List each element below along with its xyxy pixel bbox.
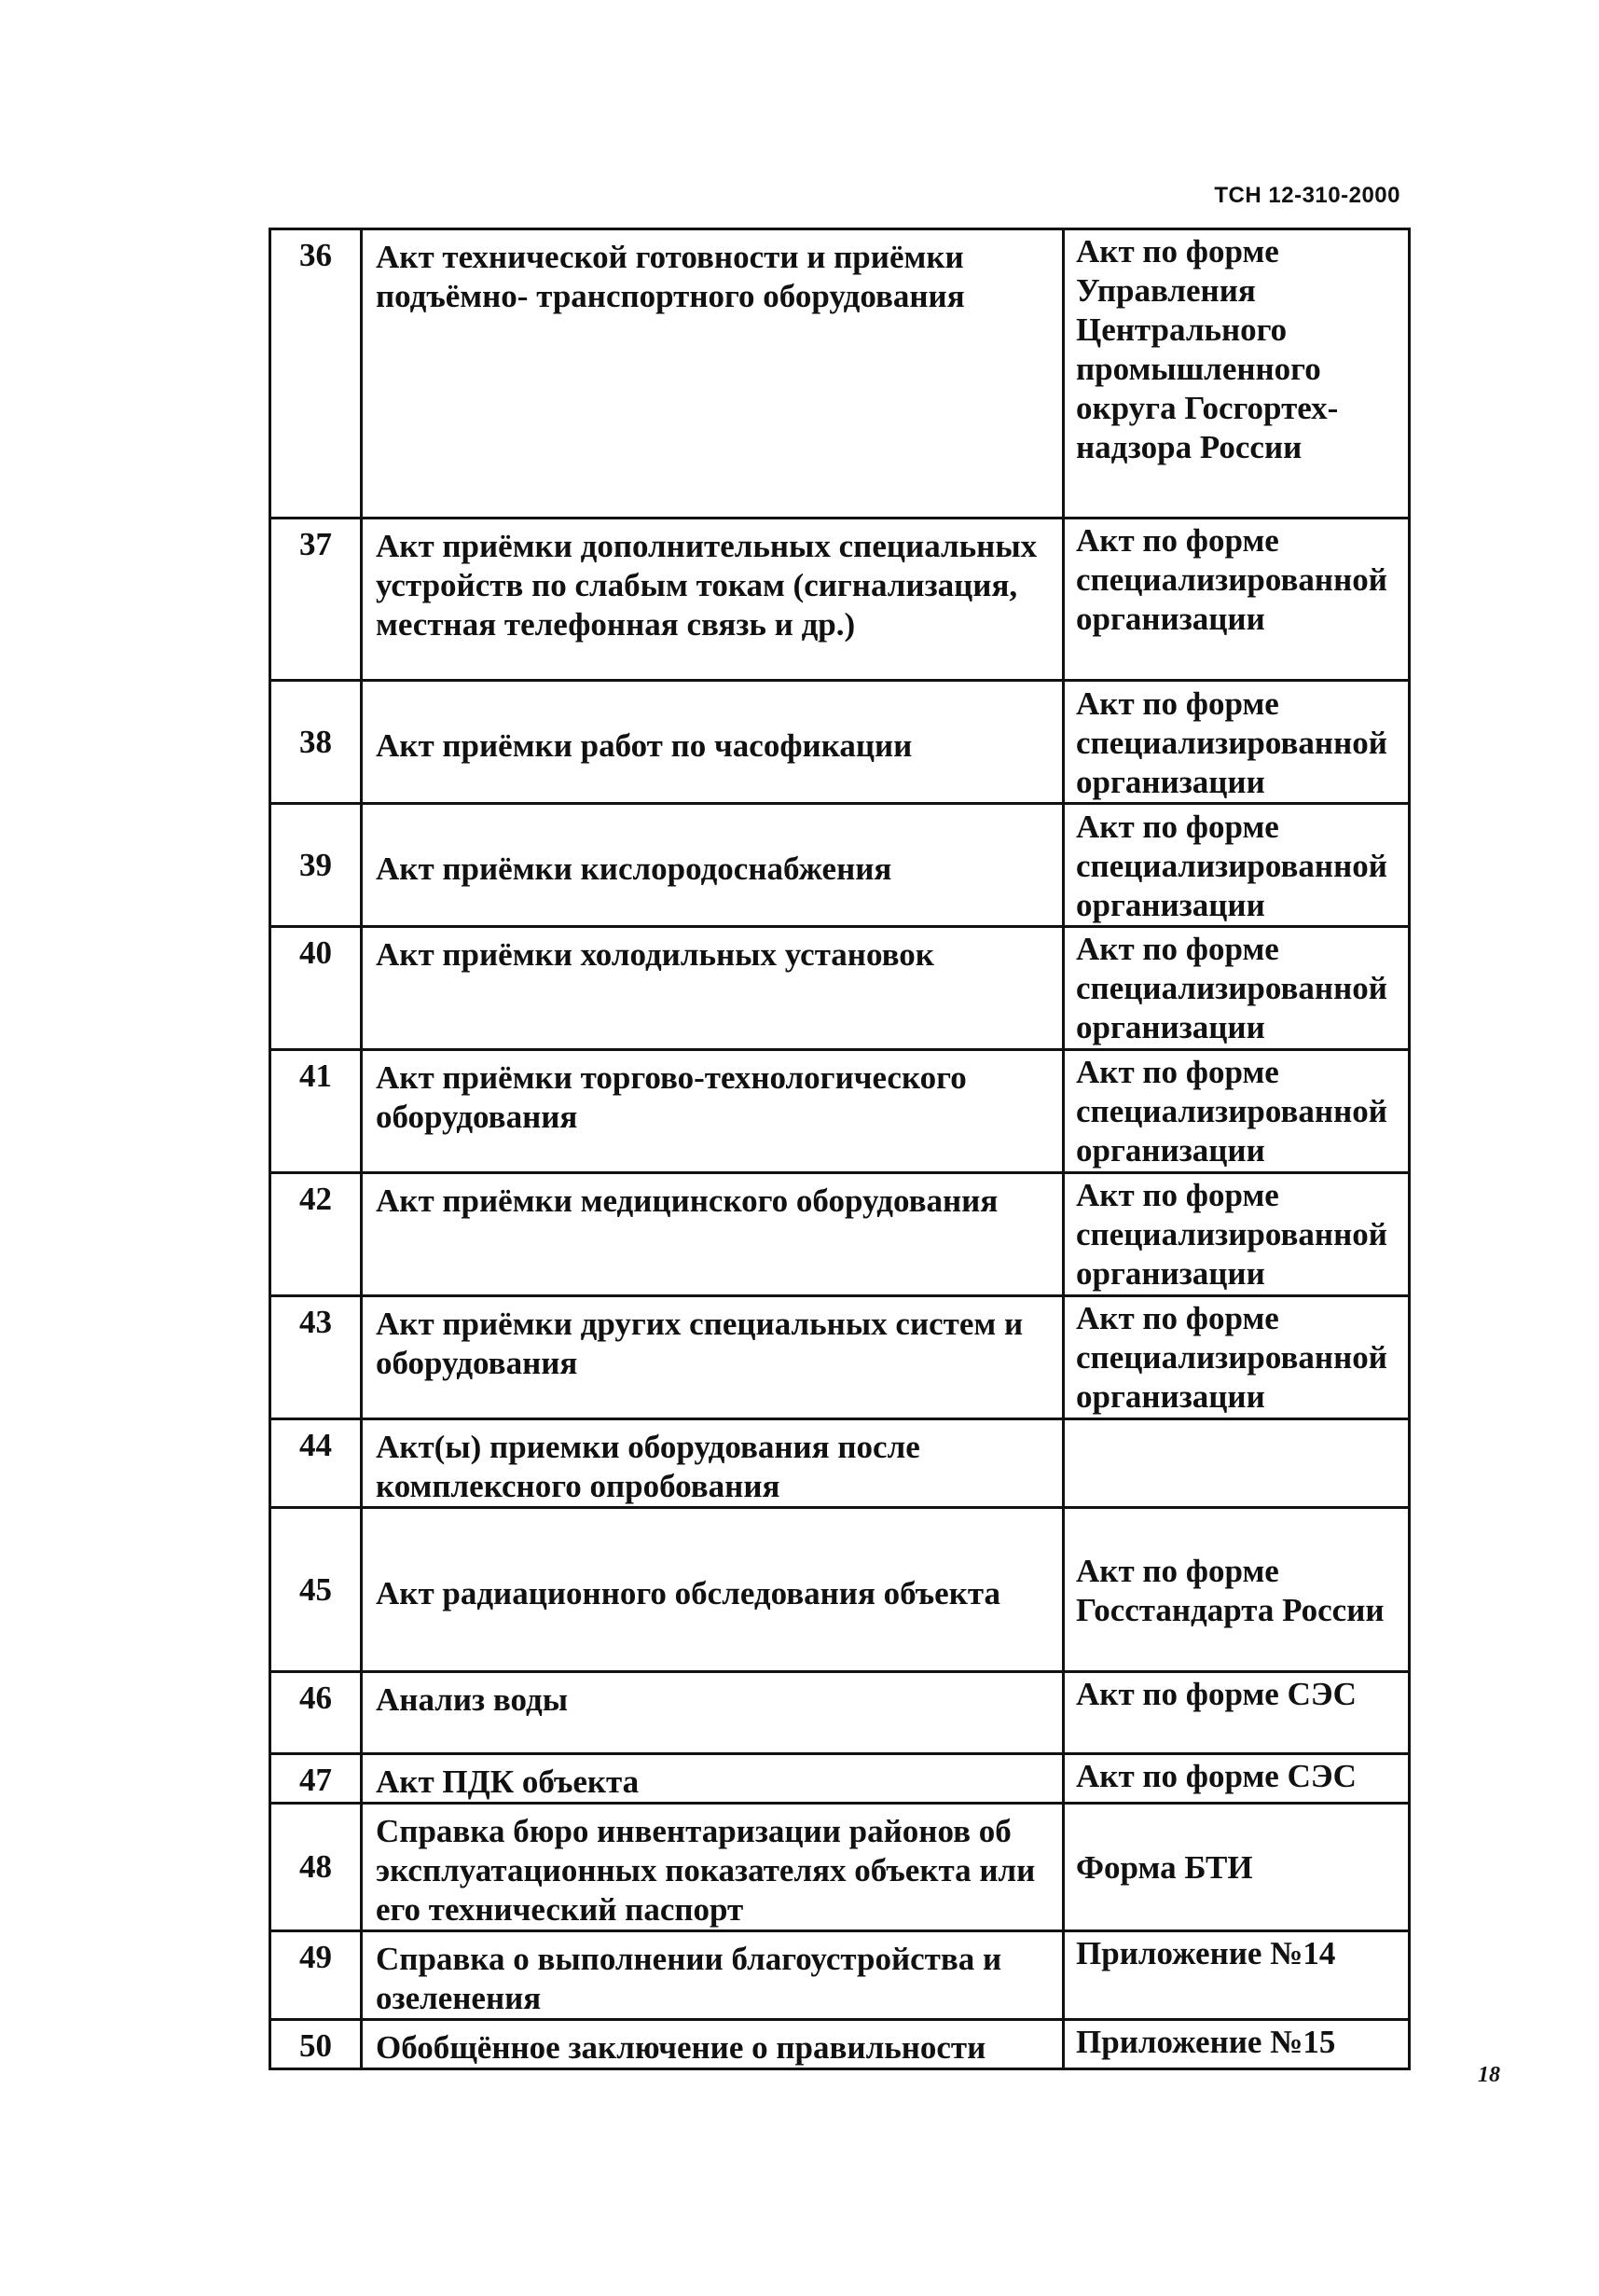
row-form: Акт по форме Управления Центрального промышленного округа Госгортех-надзора России [1064,229,1410,519]
row-form: Акт по форме Госстандарта России [1064,1508,1410,1672]
row-description: Акт радиационного обследования объекта [362,1508,1064,1672]
table-row [270,1804,1410,1931]
table-row [270,804,1410,927]
row-description: Обобщённое заключение о правильности [362,2020,1064,2069]
row-description: Акт приёмки холодильных установок [362,927,1064,1050]
table-row [270,519,1410,681]
row-form: Форма БТИ [1064,1804,1410,1931]
row-number: 36 [270,229,362,519]
document-code: ТСН 12-310-2000 [1214,183,1400,208]
table-row [270,1754,1410,1804]
row-number: 43 [270,1296,362,1419]
row-form: Акт по форме специализированной организации [1064,927,1410,1050]
row-number: 50 [270,2020,362,2069]
row-number: 48 [270,1804,362,1931]
table-row [270,2020,1410,2069]
row-form: Акт по форме специализированной организации [1064,1296,1410,1419]
page-number: 18 [1478,2063,1500,2087]
row-form: Акт по форме специализированной организации [1064,519,1410,681]
row-number: 42 [270,1173,362,1296]
row-form: Акт по форме СЭС [1064,1754,1410,1804]
table-row [270,927,1410,1050]
row-description: Акт приёмки работ по часофикации [362,681,1064,804]
row-form: Акт по форме специализированной организации [1064,1173,1410,1296]
documents-table [269,228,1411,2070]
row-description: Акт ПДК объекта [362,1754,1064,1804]
table-row [270,1672,1410,1754]
row-description: Акт приёмки медицинского оборудования [362,1173,1064,1296]
table-row [270,1296,1410,1419]
row-number: 39 [270,804,362,927]
row-description: Анализ воды [362,1672,1064,1754]
row-number: 45 [270,1508,362,1672]
row-number: 37 [270,519,362,681]
row-number: 46 [270,1672,362,1754]
row-description: Акт технической готовности и приёмки подъёмно- транспортного оборудования [362,229,1064,519]
row-form: Акт по форме специализированной организации [1064,804,1410,927]
table-row [270,1419,1410,1508]
table-row [270,1508,1410,1672]
table-row [270,1173,1410,1296]
row-form: Приложение №14 [1064,1931,1410,2020]
table-row [270,229,1410,519]
row-description: Акт приёмки дополнительных специальных устройств по слабым токам (сигнализация, местная телефонная связь и др.) [362,519,1064,681]
row-number: 44 [270,1419,362,1508]
row-form: Акт по форме специализированной организации [1064,681,1410,804]
row-number: 41 [270,1050,362,1173]
row-description: Акт приёмки кислородоснабжения [362,804,1064,927]
table-row [270,1050,1410,1173]
table-row [270,1931,1410,2020]
row-form [1064,1419,1410,1508]
row-form: Приложение №15 [1064,2020,1410,2069]
row-description: Акт приёмки торгово-технологического оборудования [362,1050,1064,1173]
row-number: 49 [270,1931,362,2020]
row-number: 40 [270,927,362,1050]
row-number: 38 [270,681,362,804]
row-number: 47 [270,1754,362,1804]
row-description: Справка о выполнении благоустройства и озеленения [362,1931,1064,2020]
row-form: Акт по форме специализированной организации [1064,1050,1410,1173]
row-description: Акт(ы) приемки оборудования после комплексного опробования [362,1419,1064,1508]
table-row [270,681,1410,804]
row-description: Справка бюро инвентаризации районов об эксплуатационных показателях объекта или его технический паспорт [362,1804,1064,1931]
row-form: Акт по форме СЭС [1064,1672,1410,1754]
row-description: Акт приёмки других специальных систем и оборудования [362,1296,1064,1419]
